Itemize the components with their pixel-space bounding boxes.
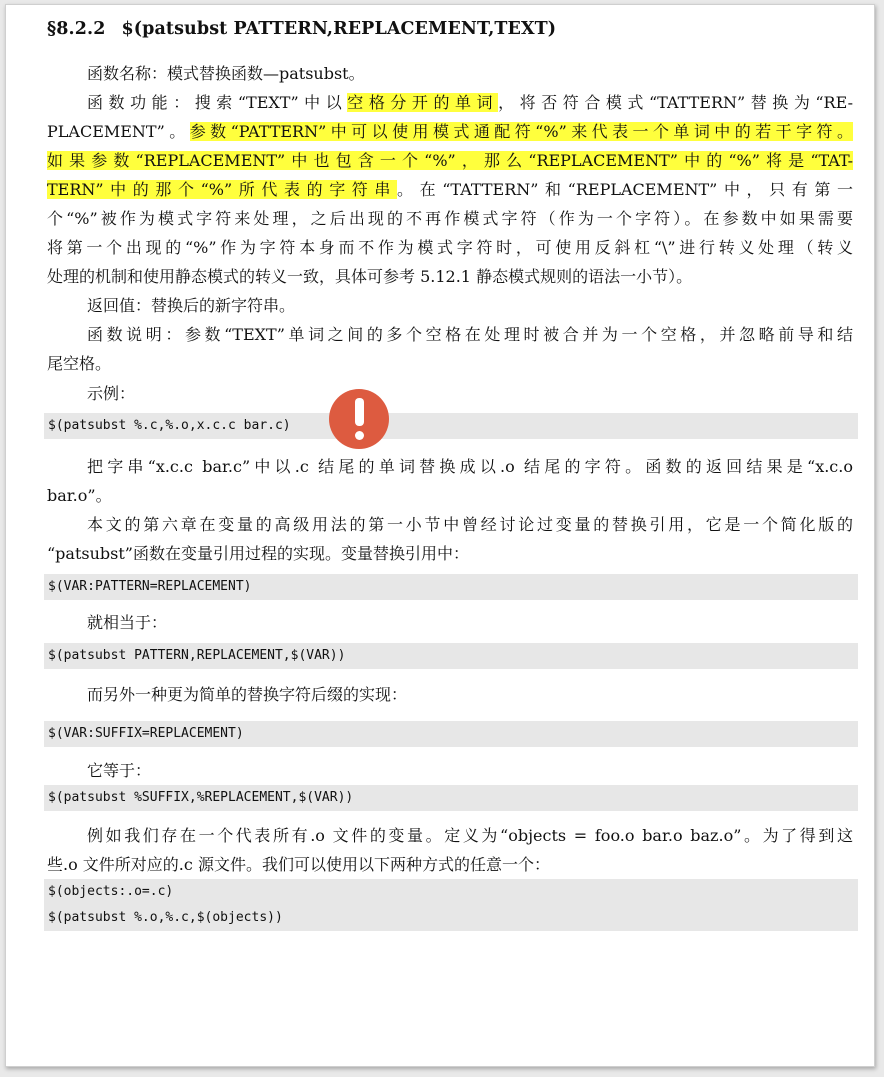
highlight-space-separated: 空格分开的单词 bbox=[347, 93, 499, 112]
code-block-var-suffix: $(VAR:SUFFIX=REPLACEMENT) bbox=[44, 721, 858, 747]
paragraph-chapter-reference: 本文的第六章在变量的高级用法的第一小节中曾经讨论过变量的替换引用，它是一个简化版的 “patsubst”函数在变量引用过程的实现。变量替换引用中： bbox=[47, 515, 853, 563]
code-block-patsubst-suffix: $(patsubst %SUFFIX,%REPLACEMENT,$(VAR)) bbox=[44, 785, 858, 811]
paragraph-function-description: 函数说明：参数“TEXT”单词之间的多个空格在处理时被合并为一个空格，并忽略前导和结 尾空格。 bbox=[47, 325, 853, 373]
paragraph-example-result: 把字串“x.c.c bar.c”中以.c 结尾的单词替换成以.o 结尾的字符。函数的返回结果是“x.c.o bar.o”。 bbox=[47, 457, 853, 505]
exclamation-icon bbox=[329, 389, 389, 449]
document-page bbox=[5, 4, 875, 1067]
highlight-pattern-string: TERN”中的那个“%”所代表的字符串 bbox=[47, 180, 398, 199]
code-block-example: $(patsubst %.c,%.o,x.c.c bar.c) bbox=[44, 413, 858, 439]
paragraph-objects: 例如我们存在一个代表所有.o 文件的变量。定义为“objects = foo.o bar.o baz.o”。为了得到这 些.o 文件所对应的.c 源文件。我们可以使用以下两种方式的任意一个： bbox=[47, 826, 853, 874]
code-block-var-pattern: $(VAR:PATTERN=REPLACEMENT) bbox=[44, 574, 858, 600]
paragraph-equivalent-1: 就相当于： bbox=[87, 613, 168, 632]
code-block-objects: $(objects:.o=.c) $(patsubst %.o,%.c,$(objects)) bbox=[44, 879, 858, 931]
section-heading bbox=[47, 19, 556, 39]
paragraph-function-name: 函数名称：模式替换函数—patsubst。 bbox=[87, 64, 365, 83]
paragraph-function-purpose: 函数功能：搜索“TEXT”中以空格分开的单词，将否符合模式“TATTERN”替换为“RE- PLACEMENT”。参数“PATTERN”中可以使用模式通配符“%”来代表一个单词中的若干字符。 如果参数“REPLACEMENT”中也包含一个“%”，那么“REPLACEMENT”中的“%”将是“TAT- TERN”中的那个“%”所代表的字符串。在“TATTERN”和“REPLACEMENT”中，只有第一 个“%”被作为模式字符来处理，之后出现的不再作模式字符（作为一个字符）。在参数中如果需要 将第一个出现的“%”作为字符本身而不作为模式字符时，可使用反斜杠“\”进行转义处理（转义 处理的机制和使用静态模式的转义一致，具体可参考 5.12.1 静态模式规则的语法一小节）。 bbox=[47, 93, 853, 286]
highlight-pattern-wildcard: 参数“PATTERN”中可以使用模式通配符“%”来代表一个单词中的若干字符。 bbox=[189, 122, 853, 141]
paragraph-suffix-intro: 而另外一种更为简单的替换字符后缀的实现： bbox=[87, 685, 408, 704]
highlight-replacement-percent: 如果参数“REPLACEMENT”中也包含一个“%”，那么“REPLACEMENT”中的“%”将是“TAT- bbox=[47, 151, 853, 170]
section-title: $(patsubst PATTERN,REPLACEMENT,TEXT) bbox=[121, 19, 557, 39]
paragraph-equivalent-2: 它等于： bbox=[87, 761, 152, 780]
section-number: §8.2.2 bbox=[47, 19, 106, 39]
paragraph-return-value: 返回值：替换后的新字符串。 bbox=[87, 296, 296, 315]
paragraph-example: 示例： bbox=[87, 384, 136, 403]
code-block-patsubst-var: $(patsubst PATTERN,REPLACEMENT,$(VAR)) bbox=[44, 643, 858, 669]
